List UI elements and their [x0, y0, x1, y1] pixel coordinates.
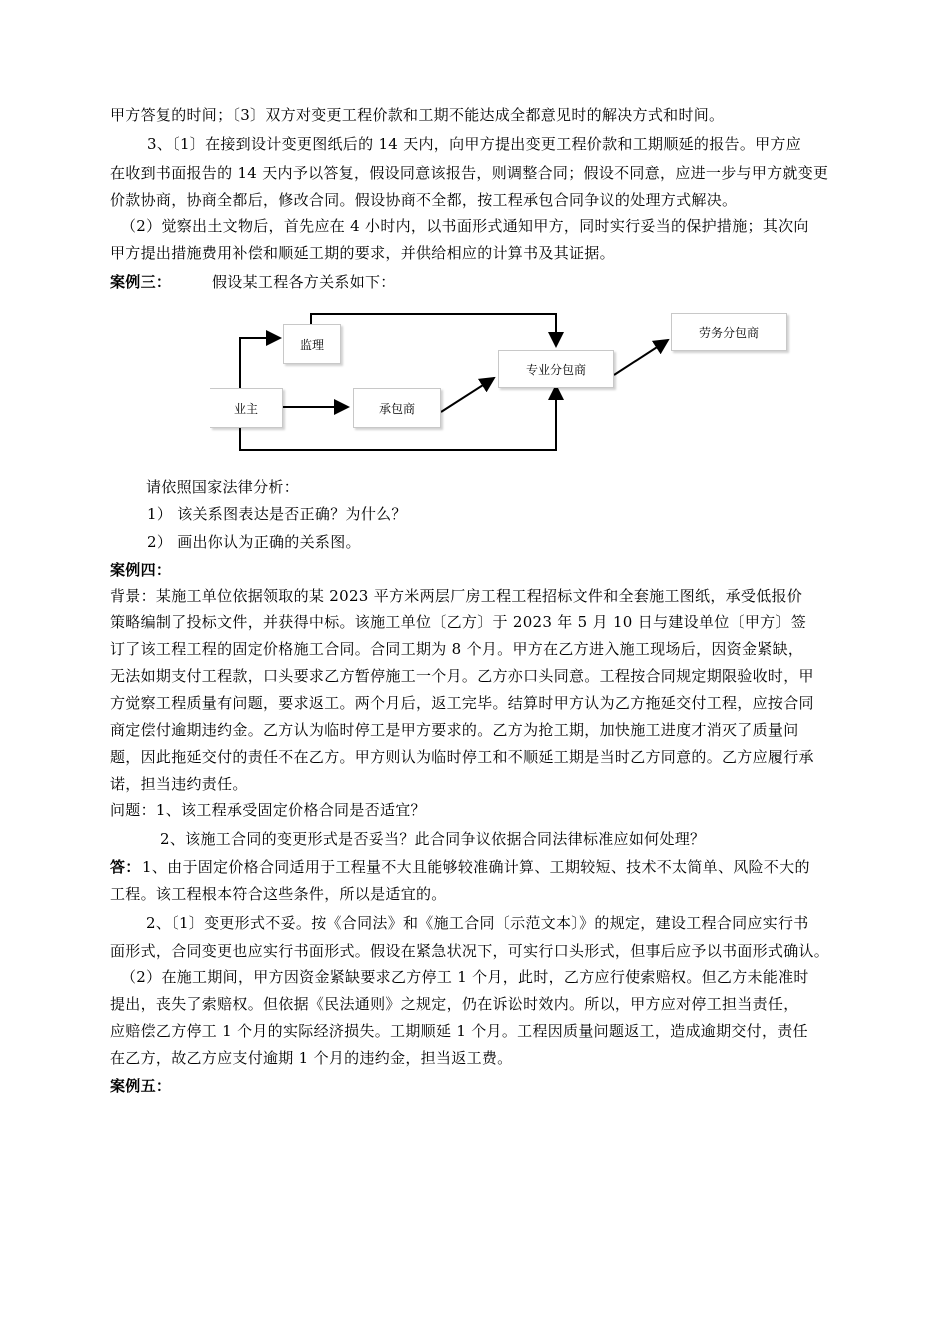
text-line: 面形式，合同变更也应实行书面形式。假设在紧急状况下，可实行口头形式，但事后应予以书面形式确认。	[110, 942, 830, 960]
question-1: 1） 该关系图表达是否正确？为什么？	[147, 505, 407, 523]
text-line: 价款协商，协商全都后，修改合同。假设协商不全都，按工程承包合同争议的处理方式解决。	[110, 191, 738, 209]
text-line: 在乙方，故乙方应支付逾期 1 个月的违约金，担当返工费。	[110, 1049, 513, 1067]
text-line: 3、〔1〕在接到设计变更图纸后的 14 天内，向甲方提出变更工程价款和工期顺延的报告。甲方应	[147, 135, 802, 153]
text-line: 订了该工程工程的固定价格施工合同。合同工期为 8 个月。甲方在乙方进入施工现场后，因资金紧缺，	[110, 640, 804, 658]
text-line: 工程。该工程根本符合这些条件，所以是适宜的。	[110, 885, 447, 903]
problem-2: 2、该施工合同的变更形式是否妥当？此合同争议依据合同法律标准应如何处理？	[160, 830, 706, 848]
text-line: 诺，担当违约责任。	[110, 775, 248, 793]
arrow-specialist-to-labor	[614, 340, 668, 375]
relationship-diagram	[200, 300, 800, 470]
box-contractor	[353, 388, 441, 428]
case5-label: 案例五：	[110, 1077, 172, 1095]
answer-label: 答：	[110, 858, 141, 876]
label-labor-sub: 劳务分包商	[698, 325, 759, 340]
case4-label: 案例四：	[110, 561, 172, 579]
text-line: 甲方答复的时间；〔3〕双方对变更工程价款和工期不能达成全都意见时的解决方式和时间。	[110, 106, 725, 124]
case3-intro: 假设某工程各方关系如下：	[212, 273, 396, 291]
text-line: 题，因此拖延交付的责任不在乙方。甲方则认为临时停工和不顺延工期是当时乙方同意的。乙方应履行承	[110, 748, 814, 766]
label-owner: 业主	[233, 401, 258, 416]
text-line: 提出，丧失了索赔权。但依据《民法通则》之规定，仍在诉讼时效内。所以，甲方应对停工担当责任，	[110, 995, 799, 1013]
text-line: 背景：某施工单位依据领取的某 2023 平方米两层厂房工程工程招标文件和全套施工图纸，承受低报价	[110, 587, 803, 605]
text-line: 方觉察工程质量有问题，要求返工。两个月后，返工完毕。结算时甲方认为乙方拖延交付工程，应按合同	[110, 694, 814, 712]
question-intro: 请依照国家法律分析：	[146, 478, 300, 496]
text-line: 在收到书面报告的 14 天内予以答复，假设同意该报告，则调整合同；假设不同意，应进一步与甲方就变更	[110, 164, 829, 182]
text-line: 甲方提出措施费用补偿和顺延工期的要求，并供给相应的计算书及其证据。	[110, 244, 615, 262]
arrow-contractor-to-specialist	[441, 378, 494, 412]
arrow-supervisor-to-specialist	[311, 314, 556, 346]
text-line: 应赔偿乙方停工 1 个月的实际经济损失。工期顺延 1 个月。工程因质量问题返工，造成逾期交付，责任	[110, 1022, 808, 1040]
problem-1: 问题：1、该工程承受固定价格合同是否适宜？	[110, 801, 426, 819]
text-line: 商定偿付逾期违约金。乙方认为临时停工是甲方要求的。乙方为抢工期，加快施工进度才消灭了质量问	[110, 721, 799, 739]
label-specialist-sub: 专业分包商	[525, 362, 586, 377]
box-owner	[210, 388, 283, 428]
text-line: （2）觉察出土文物后，首先应在 4 小时内，以书面形式通知甲方，同时实行妥当的保护措施；其次向	[121, 217, 809, 235]
text-line: （2）在施工期间，甲方因资金紧缺要求乙方停工 1 个月，此时，乙方应行使索赔权。但乙方未能准时	[121, 968, 809, 986]
case3-label: 案例三：	[110, 273, 172, 291]
label-supervisor: 监理	[299, 337, 324, 352]
box-labor-sub	[671, 313, 787, 351]
text-line: 策略编制了投标文件，并获得中标。该施工单位〔乙方〕于 2023 年 5 月 10 日与建设单位〔甲方〕签	[110, 613, 807, 631]
text-line: 无法如期支付工程款，口头要求乙方暂停施工一个月。乙方亦口头同意。工程按合同规定期限验收时，甲	[110, 667, 814, 685]
question-2: 2） 画出你认为正确的关系图。	[147, 533, 361, 551]
box-specialist-sub	[498, 350, 614, 388]
box-supervisor	[283, 324, 341, 364]
text-line: 2、〔1〕变更形式不妥。按《合同法》和《施工合同〔示范文本〕》的规定，建设工程合同应实行书	[146, 914, 809, 932]
label-contractor: 承包商	[378, 401, 415, 416]
text-line: 1、由于固定价格合同适用于工程量不大且能够较准确计算、工期较短、技术不太简单、风险不大的	[142, 858, 810, 876]
